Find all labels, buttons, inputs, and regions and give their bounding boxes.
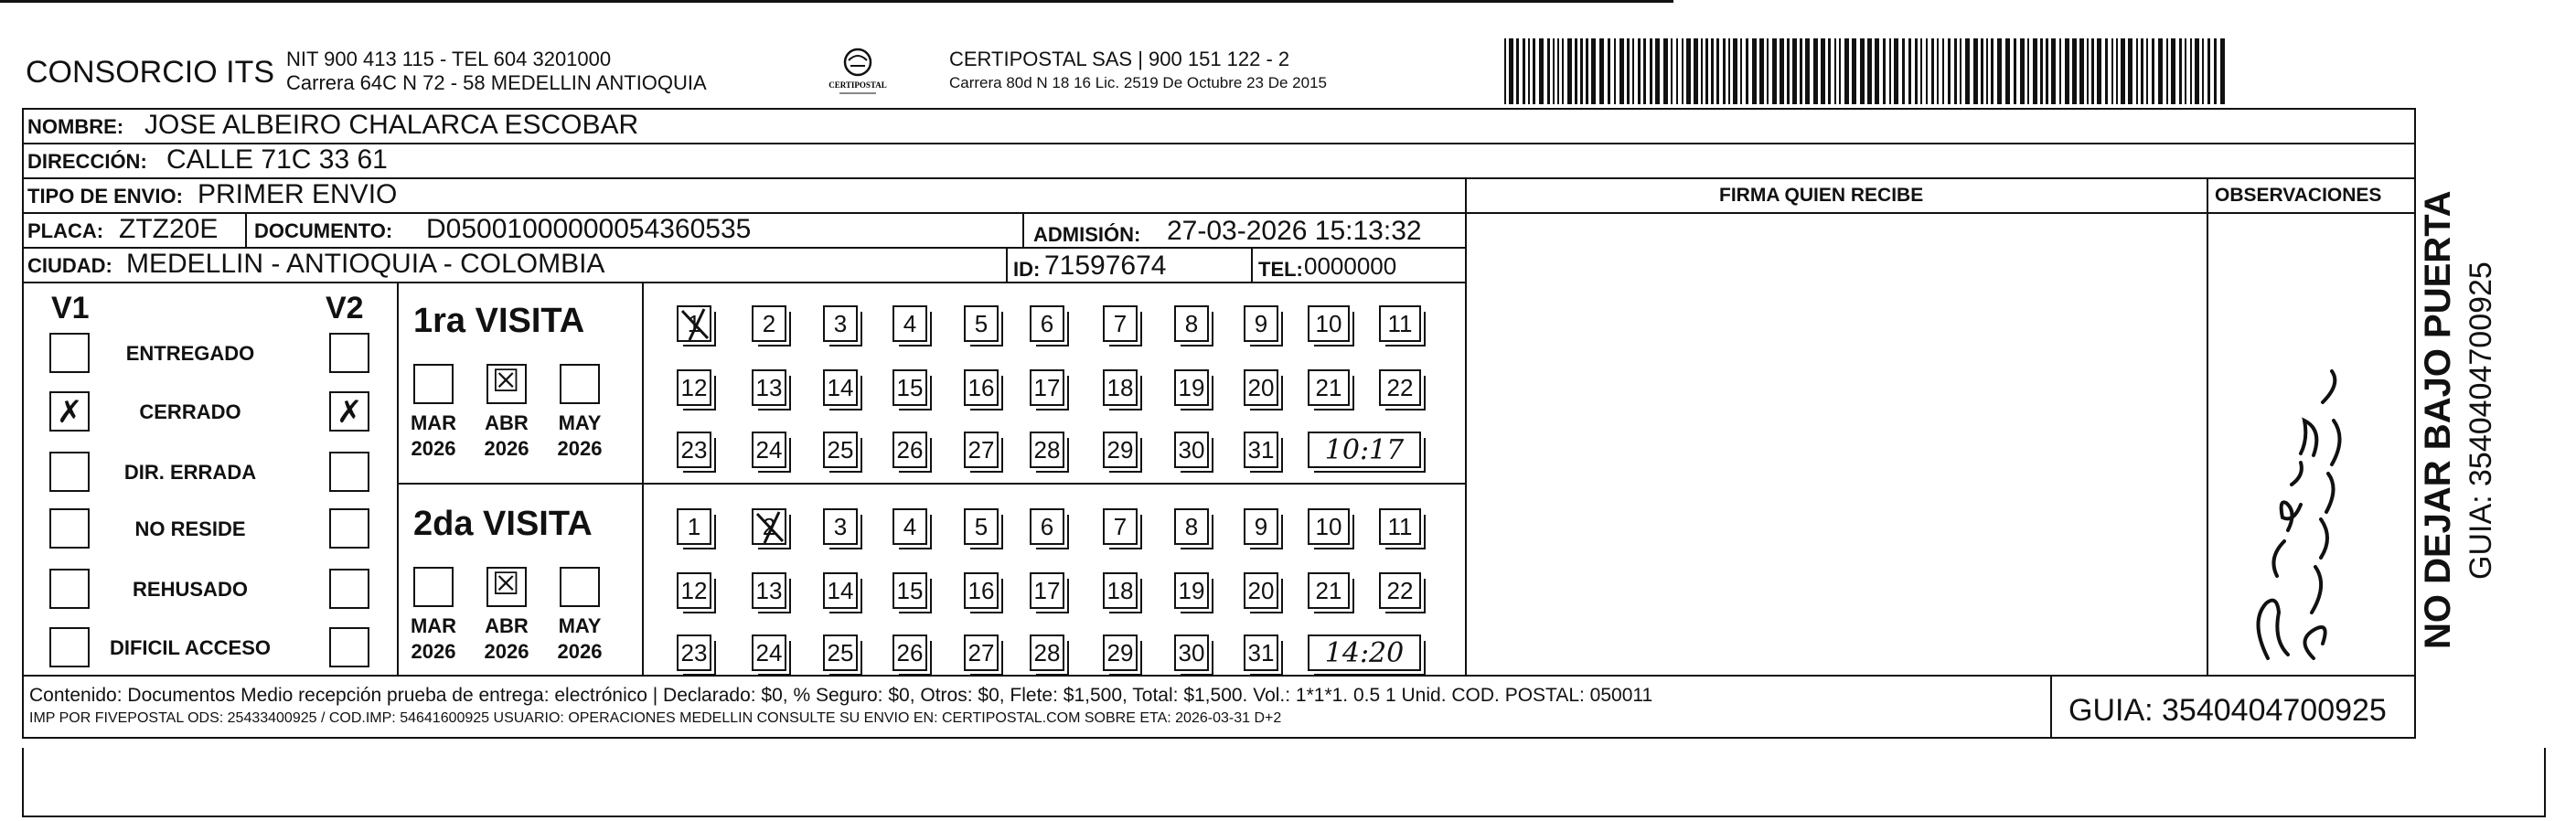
placa-value: ZTZ20E (119, 214, 219, 244)
day-box[interactable]: 23 (677, 634, 711, 671)
day-box[interactable]: 15 (893, 572, 927, 609)
year-label: 2026 (557, 437, 603, 460)
month-checkbox[interactable] (560, 364, 600, 404)
day-box[interactable]: 11 (1379, 508, 1421, 545)
v2-checkbox[interactable] (329, 627, 369, 667)
day-box[interactable]: 27 (964, 634, 999, 671)
day-box[interactable]: 26 (893, 634, 927, 671)
month-checkbox[interactable] (413, 567, 454, 607)
ciudad-label: CIUDAD: (27, 254, 112, 277)
day-box[interactable]: 17 (1030, 572, 1064, 609)
day-box[interactable]: 18 (1103, 572, 1138, 609)
footer-guia: GUIA: 3540404700925 (2068, 693, 2387, 728)
company-name: CONSORCIO ITS (26, 55, 275, 90)
day-box[interactable]: 5 (964, 508, 999, 545)
side-guia: GUIA: 3540404700925 (2464, 261, 2498, 580)
side-warning: NO DEJAR BAJO PUERTA (2418, 190, 2458, 649)
day-box[interactable]: 22 (1379, 572, 1421, 609)
col-line (397, 282, 399, 675)
col-line (245, 212, 247, 247)
day-box[interactable]: 7 (1103, 305, 1138, 342)
day-box[interactable]: 23 (677, 432, 711, 468)
admision-value: 27-03-2026 15:13:32 (1167, 216, 1422, 246)
year-label: 2026 (484, 640, 529, 663)
day-box[interactable]: 13 (752, 572, 786, 609)
year-label: 2026 (411, 437, 456, 460)
status-label: DIR. ERRADA (123, 461, 257, 484)
visit-title: 2da VISITA (413, 505, 593, 543)
nombre-label: NOMBRE: (27, 115, 124, 138)
v2-checkbox[interactable] (329, 508, 369, 549)
year-label: 2026 (484, 437, 529, 460)
day-box[interactable]: 21 (1308, 369, 1350, 406)
day-box[interactable]: 14 (823, 572, 858, 609)
day-box[interactable]: 27 (964, 432, 999, 468)
day-box[interactable]: 28 (1030, 634, 1064, 671)
day-box[interactable]: 15 (893, 369, 927, 406)
day-box[interactable]: 3 (823, 305, 858, 342)
v2-checkbox[interactable] (329, 391, 369, 432)
day-box[interactable]: 8 (1174, 508, 1209, 545)
day-box[interactable]: 20 (1244, 572, 1278, 609)
bottom-stub (22, 748, 2546, 817)
day-box[interactable]: 31 (1244, 634, 1278, 671)
row-line (22, 675, 2416, 677)
day-box[interactable]: 25 (823, 432, 858, 468)
col-line (1465, 212, 2416, 214)
col-line (1465, 177, 1467, 677)
id-label: ID: (1013, 258, 1041, 281)
tel-value: 0000000 (1304, 252, 1397, 280)
month-label: ABR (485, 614, 529, 637)
top-rule (0, 0, 1673, 3)
ciudad-value: MEDELLIN - ANTIOQUIA - COLOMBIA (126, 249, 605, 279)
day-box[interactable]: 24 (752, 634, 786, 671)
month-checkbox[interactable] (486, 567, 527, 607)
visit-time[interactable]: 14:20 (1308, 634, 1421, 671)
recipient-signature (2213, 293, 2350, 667)
day-box[interactable]: 21 (1308, 572, 1350, 609)
status-label: ENTREGADO (125, 342, 255, 365)
col-line (1251, 247, 1253, 282)
day-box[interactable]: 6 (1030, 508, 1064, 545)
month-checkbox[interactable] (413, 364, 454, 404)
status-label: DIFICIL ACCESO (109, 636, 271, 659)
v2-checkbox[interactable] (329, 452, 369, 492)
carrier-line-1: CERTIPOSTAL SAS | 900 151 122 - 2 (949, 48, 1290, 70)
svg-text:CERTIPOSTAL: CERTIPOSTAL (828, 80, 887, 90)
month-label: MAR (410, 614, 457, 637)
day-box[interactable]: 11 (1379, 305, 1421, 342)
status-label: REHUSADO (133, 578, 248, 601)
day-box[interactable]: 22 (1379, 369, 1421, 406)
day-box[interactable]: 10 (1308, 508, 1350, 545)
day-box[interactable]: 29 (1103, 634, 1138, 671)
documento-value: D05001000000054360535 (426, 214, 752, 244)
firma-header: FIRMA QUIEN RECIBE (1719, 185, 1924, 206)
month-label: MAY (558, 411, 602, 434)
tipo-envio-value: PRIMER ENVIO (198, 179, 398, 209)
observaciones-header: OBSERVACIONES (2215, 185, 2382, 206)
day-box[interactable]: 8 (1174, 305, 1209, 342)
day-box[interactable]: 16 (964, 369, 999, 406)
day-box[interactable]: 30 (1174, 634, 1209, 671)
tipo-envio-label: TIPO DE ENVIO: (27, 185, 183, 208)
day-box[interactable]: 18 (1103, 369, 1138, 406)
carrier-logo (828, 44, 887, 101)
day-box[interactable]: 4 (893, 508, 927, 545)
month-label: ABR (485, 411, 529, 434)
month-checkbox[interactable] (560, 567, 600, 607)
barcode (1504, 38, 2236, 104)
year-label: 2026 (557, 640, 603, 663)
day-box[interactable]: 2 (752, 305, 786, 342)
day-box[interactable]: 12 (677, 572, 711, 609)
day-box[interactable]: 17 (1030, 369, 1064, 406)
day-box[interactable]: 20 (1244, 369, 1278, 406)
day-box[interactable]: 1 (677, 305, 711, 342)
day-box[interactable]: 31 (1244, 432, 1278, 468)
day-box[interactable]: 24 (752, 432, 786, 468)
nombre-value: JOSE ALBEIRO CHALARCA ESCOBAR (144, 110, 639, 140)
day-box[interactable]: 3 (823, 508, 858, 545)
day-box[interactable]: 7 (1103, 508, 1138, 545)
admision-label: ADMISIÓN: (1033, 223, 1141, 246)
day-box[interactable]: 16 (964, 572, 999, 609)
day-box[interactable]: 25 (823, 634, 858, 671)
day-box[interactable]: 14 (823, 369, 858, 406)
company-line-1: NIT 900 413 115 - TEL 604 3201000 (286, 48, 612, 70)
v2-checkbox[interactable] (329, 333, 369, 373)
day-box[interactable]: 6 (1030, 305, 1064, 342)
status-label: NO RESIDE (134, 517, 246, 540)
col-line (2207, 177, 2208, 677)
month-label: MAY (558, 614, 602, 637)
direccion-value: CALLE 71C 33 61 (166, 144, 388, 175)
day-box[interactable]: 1 (677, 508, 711, 545)
row-line (22, 282, 1465, 283)
check-mark-icon: ☒ (492, 363, 520, 400)
tel-label: TEL: (1258, 258, 1303, 281)
day-box[interactable]: 2 (752, 508, 786, 545)
day-box[interactable]: 12 (677, 369, 711, 406)
carrier-line-2: Carrera 80d N 18 16 Lic. 2519 De Octubre 23 De 2015 (949, 74, 1327, 91)
day-box[interactable]: 29 (1103, 432, 1138, 468)
day-box[interactable]: 26 (893, 432, 927, 468)
visit-title: 1ra VISITA (413, 302, 585, 340)
day-box[interactable]: 9 (1244, 305, 1278, 342)
footer-line-2: IMP POR FIVEPOSTAL ODS: 25433400925 / COD.IMP: 54641600925 USUARIO: OPERACIONES MEDELLIN CONSULTE SU ENVIO EN: CERTIPOSTAL.COM SOBRE ETA: 2026-03-31 D+2 (29, 710, 1282, 726)
col-line (2050, 675, 2052, 739)
row-line (397, 483, 1465, 485)
id-value: 71597674 (1044, 251, 1167, 281)
day-box[interactable]: 30 (1174, 432, 1209, 468)
footer-line-1: Contenido: Documentos Medio recepción prueba de entrega: electrónico | Declarado: $0, % Seguro: $0, Otros: $0, Flete: $1,500, Total: $1,500. Vol.: 1*1*1. 0.5 1 Unid. COD. POSTAL: 050011 (29, 685, 1653, 706)
day-mark-icon (752, 508, 788, 547)
v1-header: V1 (51, 291, 90, 325)
day-box[interactable]: 28 (1030, 432, 1064, 468)
day-box[interactable]: 13 (752, 369, 786, 406)
check-mark-icon: ☒ (492, 566, 520, 602)
day-mark-icon (677, 305, 713, 344)
v2-checkbox[interactable] (329, 569, 369, 609)
placa-label: PLACA: (27, 219, 104, 242)
day-box[interactable]: 5 (964, 305, 999, 342)
col-line (642, 282, 644, 675)
documento-label: DOCUMENTO: (254, 219, 393, 242)
day-box[interactable]: 10 (1308, 305, 1350, 342)
direccion-label: DIRECCIÓN: (27, 150, 147, 173)
day-box[interactable]: 4 (893, 305, 927, 342)
visit-time[interactable]: 10:17 (1308, 432, 1421, 468)
check-mark-icon: ✗ (57, 394, 83, 431)
month-label: MAR (410, 411, 457, 434)
day-box[interactable]: 9 (1244, 508, 1278, 545)
day-box[interactable]: 19 (1174, 369, 1209, 406)
check-mark-icon: ✗ (337, 394, 363, 431)
company-line-2: Carrera 64C N 72 - 58 MEDELLIN ANTIOQUIA (286, 71, 707, 94)
month-checkbox[interactable] (486, 364, 527, 404)
year-label: 2026 (411, 640, 456, 663)
day-box[interactable]: 19 (1174, 572, 1209, 609)
col-line (1022, 212, 1024, 247)
status-label: CERRADO (139, 400, 241, 423)
v2-header: V2 (326, 291, 364, 325)
col-line (1006, 247, 1008, 282)
